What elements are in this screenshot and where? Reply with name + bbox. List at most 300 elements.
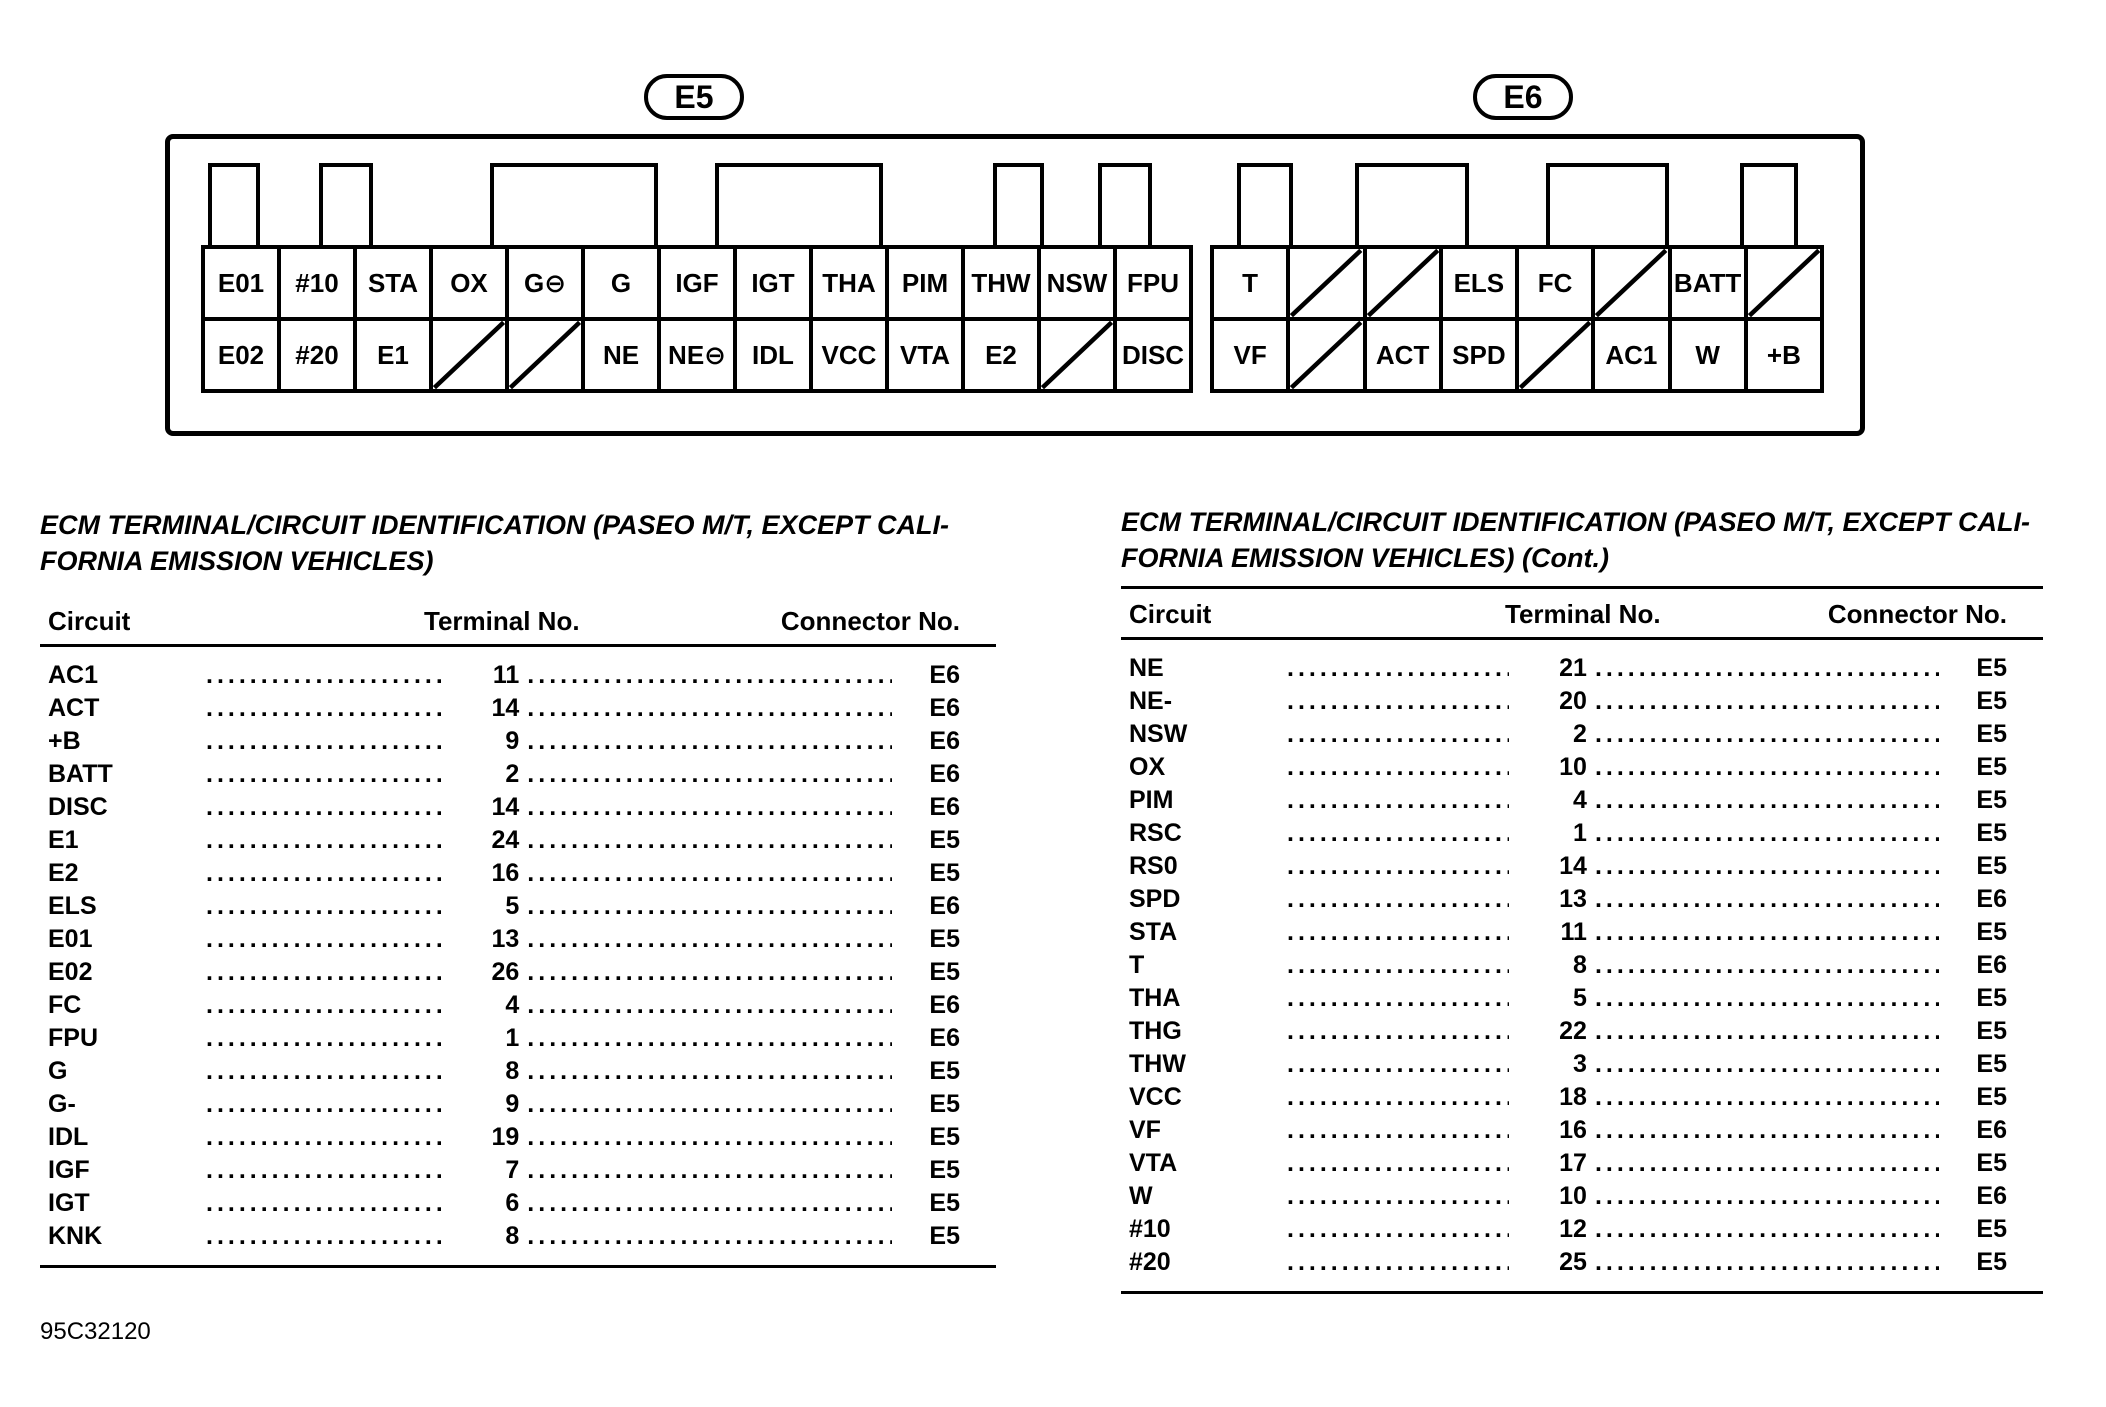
terminal-number: 4 [505, 991, 520, 1020]
terminal-number: 8 [1573, 951, 1587, 980]
dot-leader [206, 692, 441, 725]
empty-pin-cell [1039, 319, 1115, 391]
circuit-name: RSC [1129, 819, 1182, 848]
circuit-name: VCC [1129, 1083, 1182, 1112]
connector-number: E5 [929, 1090, 960, 1119]
table-row [40, 692, 996, 725]
table-row [1121, 1180, 2043, 1213]
connector-e6-block [1210, 163, 1824, 393]
connector-number: E5 [1976, 1215, 2007, 1244]
terminal-number: 10 [1559, 1182, 1587, 1211]
bottom-rule [40, 1265, 996, 1268]
circuit-name: T [1129, 951, 1145, 980]
circuit-name: THA [1129, 984, 1181, 1013]
connector-number: E5 [1976, 1083, 2007, 1112]
table-title-line2: FORNIA EMISSION VEHICLES) [40, 545, 434, 576]
connector-number: E5 [1976, 786, 2007, 815]
circuit-name: PIM [1129, 786, 1174, 815]
connector-number: E6 [929, 793, 960, 822]
connector-number: E6 [929, 760, 960, 789]
table-row [1121, 685, 2043, 718]
connector-outline-box [165, 134, 1865, 436]
table-row [40, 890, 996, 923]
terminal-number: 22 [1559, 1017, 1587, 1046]
terminal-number: 4 [1573, 786, 1587, 815]
circuit-name: VTA [1129, 1149, 1178, 1178]
dot-leader [1595, 982, 1939, 1015]
connector-number: E6 [929, 1024, 960, 1053]
dot-leader [527, 1088, 892, 1121]
table-row [1121, 1081, 2043, 1114]
connector-number: E5 [929, 1222, 960, 1251]
table-title-line2: FORNIA EMISSION VEHICLES) (Cont.) [1121, 542, 1609, 573]
connector-number: E5 [1976, 819, 2007, 848]
dot-leader [206, 725, 441, 758]
terminal-number: 25 [1559, 1248, 1587, 1277]
connector-number: E5 [1976, 1017, 2007, 1046]
circuit-name: OX [1129, 753, 1166, 782]
dot-leader [206, 956, 441, 989]
dot-leader [206, 1154, 441, 1187]
circuit-name: E01 [48, 925, 93, 954]
table-row [40, 824, 996, 857]
table-title-line1: ECM TERMINAL/CIRCUIT IDENTIFICATION (PASEO M/T, EXCEPT CALI- [40, 510, 949, 540]
pin-cell: NE [583, 319, 659, 391]
connector-e6-pin-grid [1210, 245, 1824, 393]
dot-leader [1595, 1147, 1939, 1180]
empty-pin-slash-icon [1367, 249, 1439, 317]
terminal-number: 18 [1559, 1083, 1587, 1112]
dot-leader [206, 1022, 441, 1055]
circuit-name: IGT [48, 1189, 90, 1218]
circuit-name: VF [1129, 1116, 1161, 1145]
dot-leader [1595, 1246, 1939, 1279]
pin-cell: T [1212, 247, 1288, 319]
terminal-number: 14 [1559, 852, 1587, 881]
empty-pin-slash-icon [1290, 249, 1362, 317]
pin-cell: E01 [203, 247, 279, 319]
circuit-name: DISC [48, 793, 108, 822]
connector-e5-callout: E5 [644, 74, 744, 120]
table-rows [1121, 652, 2043, 1279]
dot-leader [206, 923, 441, 956]
top-rule [1121, 586, 2043, 589]
pin-row [203, 247, 1191, 319]
dot-leader [1595, 751, 1939, 784]
header-rule [40, 644, 996, 647]
connector-key-tab [208, 163, 260, 245]
empty-pin-slash-icon [433, 321, 505, 389]
pin-cell: E02 [203, 319, 279, 391]
connector-number: E5 [929, 1189, 960, 1218]
table-row [40, 923, 996, 956]
pin-cell: +B [1746, 319, 1822, 391]
connector-key-tab [319, 163, 373, 245]
connector-e5-tabs [201, 163, 1193, 245]
connector-number: E5 [1976, 720, 2007, 749]
connector-e6-tabs [1210, 163, 1824, 245]
pin-cell: NSW [1039, 247, 1115, 319]
circuit-name: THG [1129, 1017, 1182, 1046]
dot-leader [1595, 1081, 1939, 1114]
connector-number: E6 [1976, 1116, 2007, 1145]
table-row [1121, 1048, 2043, 1081]
connector-number: E6 [1976, 885, 2007, 914]
table-row [40, 857, 996, 890]
pin-cell: VTA [887, 319, 963, 391]
dot-leader [1595, 1048, 1939, 1081]
circuit-name: E02 [48, 958, 93, 987]
connector-key-tab [1740, 163, 1798, 245]
connector-number: E5 [1976, 852, 2007, 881]
dot-leader [527, 1220, 892, 1253]
empty-pin-slash-icon [1041, 321, 1113, 389]
connector-number: E6 [929, 991, 960, 1020]
empty-pin-slash-icon [1290, 321, 1362, 389]
connector-key-tab [1355, 163, 1469, 245]
table-row [40, 1220, 996, 1253]
connector-number: E5 [929, 1156, 960, 1185]
terminal-number: 1 [505, 1024, 520, 1053]
table-row [1121, 1147, 2043, 1180]
dot-leader [1595, 1213, 1939, 1246]
pin-cell: BATT [1670, 247, 1746, 319]
connector-key-tab [715, 163, 883, 245]
empty-pin-cell [1593, 247, 1669, 319]
connector-number: E5 [929, 958, 960, 987]
terminal-number: 16 [1559, 1116, 1587, 1145]
empty-pin-cell [1288, 319, 1364, 391]
connector-number: E6 [929, 892, 960, 921]
dot-leader [1287, 784, 1509, 817]
table-row [40, 725, 996, 758]
table-row [1121, 1015, 2043, 1048]
circuit-name: #10 [1129, 1215, 1171, 1244]
connector-e5-pin-grid [201, 245, 1193, 393]
connector-number: E6 [929, 661, 960, 690]
dot-leader [527, 758, 892, 791]
pin-cell: ELS [1441, 247, 1517, 319]
terminal-number: 11 [1560, 918, 1587, 947]
dot-leader [1595, 1114, 1939, 1147]
dot-leader [206, 659, 441, 692]
empty-pin-slash-icon [1748, 249, 1820, 317]
dot-leader [1287, 1081, 1509, 1114]
terminal-number: 17 [1559, 1149, 1587, 1178]
circuit-name: NE- [1129, 687, 1173, 716]
dot-leader [1595, 883, 1939, 916]
dot-leader [527, 659, 892, 692]
dot-leader [206, 857, 441, 890]
connector-number: E5 [1976, 918, 2007, 947]
table-header [40, 604, 996, 638]
connector-e5-block [201, 163, 1193, 393]
pin-cell: NE⊖ [659, 319, 735, 391]
connector-number: E5 [929, 1123, 960, 1152]
terminal-number: 14 [491, 694, 520, 723]
circuit-name: IGF [48, 1156, 90, 1185]
terminal-number: 10 [1559, 753, 1587, 782]
dot-leader [527, 1022, 892, 1055]
pin-row [1212, 319, 1822, 391]
terminal-number: 1 [1573, 819, 1587, 848]
pin-row [203, 319, 1191, 391]
terminal-number: 5 [505, 892, 520, 921]
pin-cell: IGT [735, 247, 811, 319]
dot-leader [527, 857, 892, 890]
connector-key-tab [1546, 163, 1669, 245]
connector-number: E5 [1976, 1248, 2007, 1277]
table-row [1121, 916, 2043, 949]
connector-number: E6 [929, 727, 960, 756]
connector-number: E5 [929, 859, 960, 888]
dot-leader [527, 791, 892, 824]
header-connector-no: Connector No. [780, 606, 960, 637]
circuit-name: KNK [48, 1222, 103, 1251]
table-row [40, 1088, 996, 1121]
dot-leader [1595, 850, 1939, 883]
dot-leader [1287, 718, 1509, 751]
dot-leader [527, 1154, 892, 1187]
dot-leader [1595, 652, 1939, 685]
table-row [1121, 751, 2043, 784]
connector-number: E6 [929, 694, 960, 723]
connector-key-tab [1098, 163, 1152, 245]
table-row [1121, 784, 2043, 817]
table-row [40, 791, 996, 824]
bottom-rule [1121, 1291, 2043, 1294]
terminal-number: 5 [1573, 984, 1587, 1013]
dot-leader [527, 1055, 892, 1088]
pin-cell: E1 [355, 319, 431, 391]
connector-number: E5 [1976, 753, 2007, 782]
table-row [1121, 949, 2043, 982]
pin-cell: G [583, 247, 659, 319]
table-row [1121, 883, 2043, 916]
dot-leader [1287, 883, 1509, 916]
terminal-number: 3 [1573, 1050, 1587, 1079]
empty-pin-cell [1746, 247, 1822, 319]
terminal-number: 24 [491, 826, 520, 855]
table-title [40, 508, 996, 579]
terminal-number: 26 [491, 958, 520, 987]
table-row [40, 1055, 996, 1088]
dot-leader [1287, 1180, 1509, 1213]
dot-leader [1287, 916, 1509, 949]
connector-number: E5 [1976, 1149, 2007, 1178]
circuit-name: E2 [48, 859, 79, 888]
dot-leader [1287, 1048, 1509, 1081]
pin-cell: #20 [279, 319, 355, 391]
empty-pin-cell [507, 319, 583, 391]
pin-cell: THA [811, 247, 887, 319]
dot-leader [1287, 1246, 1509, 1279]
dot-leader [206, 824, 441, 857]
dot-leader [1595, 1180, 1939, 1213]
dot-leader [1287, 751, 1509, 784]
table-title-line1: ECM TERMINAL/CIRCUIT IDENTIFICATION (PASEO M/T, EXCEPT CALI- [1121, 507, 2030, 537]
dot-leader [206, 1187, 441, 1220]
empty-pin-cell [1365, 247, 1441, 319]
empty-pin-cell [1288, 247, 1364, 319]
empty-pin-cell [1517, 319, 1593, 391]
dot-leader [1287, 949, 1509, 982]
table-row [40, 1187, 996, 1220]
dot-leader [1287, 982, 1509, 1015]
table-row [40, 1154, 996, 1187]
circuit-name: G- [48, 1090, 76, 1119]
dot-leader [527, 923, 892, 956]
table-row [1121, 718, 2043, 751]
dot-leader [1595, 784, 1939, 817]
dot-leader [527, 824, 892, 857]
pin-cell: SPD [1441, 319, 1517, 391]
dot-leader [1287, 850, 1509, 883]
pin-cell: THW [963, 247, 1039, 319]
table-row [40, 758, 996, 791]
dot-leader [206, 1088, 441, 1121]
connector-key-tab [1237, 163, 1293, 245]
dot-leader [206, 1220, 441, 1253]
dot-leader [1595, 949, 1939, 982]
dot-leader [1287, 685, 1509, 718]
table-row [40, 1121, 996, 1154]
table-row [40, 989, 996, 1022]
header-terminal-no: Terminal No. [424, 606, 580, 637]
connector-number: E5 [929, 925, 960, 954]
pin-cell: #10 [279, 247, 355, 319]
table-row [40, 1022, 996, 1055]
terminal-number: 7 [505, 1156, 520, 1185]
dot-leader [1595, 1015, 1939, 1048]
pin-cell: AC1 [1593, 319, 1669, 391]
pin-cell: VF [1212, 319, 1288, 391]
circuit-name: E1 [48, 826, 79, 855]
dot-leader [527, 989, 892, 1022]
pin-cell: FPU [1115, 247, 1191, 319]
dot-leader [1287, 817, 1509, 850]
table-row [1121, 1213, 2043, 1246]
dot-leader [527, 890, 892, 923]
connector-key-tab [490, 163, 658, 245]
empty-pin-cell [431, 319, 507, 391]
dot-leader [1595, 685, 1939, 718]
circuit-name: FPU [48, 1024, 98, 1053]
terminal-number: 2 [505, 760, 520, 789]
document-number: 95C32120 [40, 1318, 151, 1345]
dot-leader [1287, 1147, 1509, 1180]
dot-leader [527, 725, 892, 758]
circuit-name: THW [1129, 1050, 1186, 1079]
terminal-number: 14 [491, 793, 520, 822]
pin-cell: OX [431, 247, 507, 319]
table-row [1121, 652, 2043, 685]
circuit-name: G [48, 1057, 68, 1086]
connector-number: E5 [1976, 984, 2007, 1013]
pin-cell: ACT [1365, 319, 1441, 391]
circuit-name: #20 [1129, 1248, 1171, 1277]
pin-cell: IDL [735, 319, 811, 391]
empty-pin-slash-icon [509, 321, 581, 389]
dot-leader [206, 791, 441, 824]
pin-cell: W [1670, 319, 1746, 391]
terminal-number: 8 [505, 1057, 520, 1086]
ecm-terminal-table-right [1121, 505, 2043, 1294]
circuit-name: W [1129, 1182, 1153, 1211]
terminal-number: 6 [505, 1189, 520, 1218]
circuit-name: BATT [48, 760, 113, 789]
pin-row [1212, 247, 1822, 319]
circuit-name: ACT [48, 694, 100, 723]
table-row [1121, 1246, 2043, 1279]
dot-leader [527, 956, 892, 989]
dot-leader [1287, 1015, 1509, 1048]
dot-leader [527, 692, 892, 725]
connector-number: E5 [1976, 687, 2007, 716]
dot-leader [206, 890, 441, 923]
dot-leader [206, 989, 441, 1022]
pin-cell: E2 [963, 319, 1039, 391]
dot-leader [206, 1055, 441, 1088]
circuit-name: IDL [48, 1123, 89, 1152]
dot-leader [206, 758, 441, 791]
header-circuit: Circuit [1129, 599, 1212, 630]
table-row [1121, 817, 2043, 850]
connector-number: E6 [1976, 951, 2007, 980]
connector-key-tab [993, 163, 1044, 245]
dot-leader [206, 1121, 441, 1154]
ecm-terminal-table-left [40, 508, 996, 1268]
circuit-name: SPD [1129, 885, 1181, 914]
dot-leader [1287, 1114, 1509, 1147]
header-circuit: Circuit [48, 606, 131, 637]
circuit-name: NE [1129, 654, 1164, 683]
table-row [1121, 982, 2043, 1015]
terminal-number: 9 [505, 727, 520, 756]
connector-number: E5 [1976, 1050, 2007, 1079]
circuit-name: NSW [1129, 720, 1188, 749]
terminal-number: 2 [1573, 720, 1587, 749]
connector-number: E5 [929, 1057, 960, 1086]
dot-leader [1287, 1213, 1509, 1246]
pin-cell: G⊖ [507, 247, 583, 319]
table-row [1121, 850, 2043, 883]
terminal-number: 13 [1559, 885, 1587, 914]
terminal-number: 12 [1559, 1215, 1587, 1244]
connector-number: E5 [929, 826, 960, 855]
circuit-name: ELS [48, 892, 97, 921]
empty-pin-slash-icon [1519, 321, 1591, 389]
connector-number: E6 [1976, 1182, 2007, 1211]
circuit-name: AC1 [48, 661, 99, 690]
dot-leader [1595, 718, 1939, 751]
empty-pin-slash-icon [1595, 249, 1667, 317]
terminal-number: 21 [1559, 654, 1587, 683]
circuit-name: FC [48, 991, 82, 1020]
dot-leader [1595, 817, 1939, 850]
header-rule [1121, 637, 2043, 640]
circuit-name: STA [1129, 918, 1178, 947]
terminal-number: 19 [491, 1123, 520, 1152]
circuit-name: RS0 [1129, 852, 1178, 881]
pin-cell: STA [355, 247, 431, 319]
table-row [1121, 1114, 2043, 1147]
terminal-number: 13 [491, 925, 520, 954]
table-rows [40, 659, 996, 1253]
pin-cell: PIM [887, 247, 963, 319]
pin-cell: FC [1517, 247, 1593, 319]
pin-cell: DISC [1115, 319, 1191, 391]
